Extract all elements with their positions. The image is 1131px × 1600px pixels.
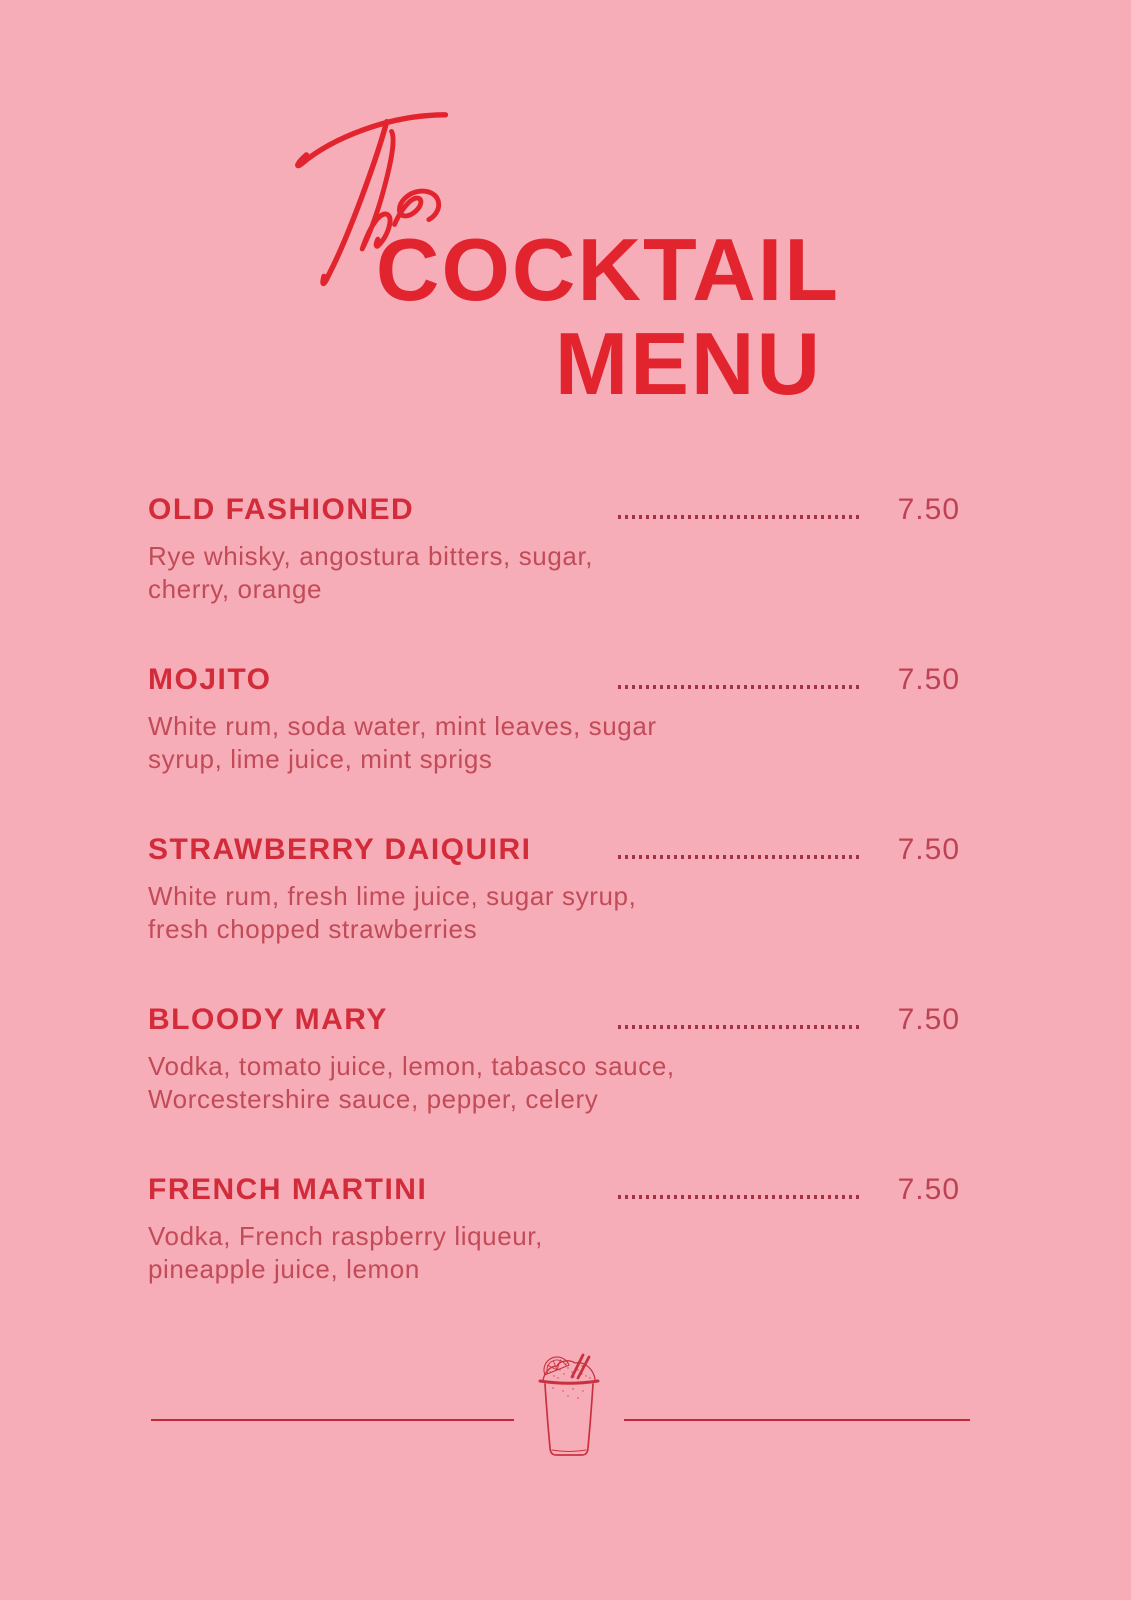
description-line: pineapple juice, lemon	[148, 1254, 420, 1284]
item-description	[148, 1050, 960, 1116]
dotted-leader	[618, 515, 860, 519]
description-line: White rum, fresh lime juice, sugar syrup,	[148, 881, 637, 911]
item-description	[148, 880, 960, 946]
menu-item-old-fashioned	[148, 492, 960, 606]
dotted-leader	[618, 855, 860, 859]
item-name: MOJITO	[148, 663, 272, 696]
item-name: FRENCH MARTINI	[148, 1173, 428, 1206]
title-line-menu: MENU	[554, 314, 822, 413]
description-line: cherry, orange	[148, 574, 323, 604]
footer-divider-right	[624, 1419, 970, 1421]
footer-divider-left	[151, 1419, 514, 1421]
item-description	[148, 710, 960, 776]
item-name: BLOODY MARY	[148, 1003, 388, 1036]
menu-item-strawberry-daiquiri	[148, 832, 960, 946]
item-price: 7.50	[897, 833, 960, 866]
description-line: Worcestershire sauce, pepper, celery	[148, 1084, 599, 1114]
description-line: syrup, lime juice, mint sprigs	[148, 744, 493, 774]
item-price: 7.50	[897, 493, 960, 526]
menu-item-list	[148, 492, 960, 1342]
dotted-leader	[618, 1025, 860, 1029]
item-description	[148, 1220, 960, 1286]
dotted-leader	[618, 685, 860, 689]
item-description	[148, 540, 960, 606]
description-line: Rye whisky, angostura bitters, sugar,	[148, 541, 594, 571]
menu-item-mojito	[148, 662, 960, 776]
description-line: Vodka, tomato juice, lemon, tabasco sauce,	[148, 1051, 675, 1081]
item-row	[148, 492, 960, 528]
item-name: OLD FASHIONED	[148, 493, 415, 526]
item-price: 7.50	[897, 1003, 960, 1036]
item-price: 7.50	[897, 1173, 960, 1206]
item-row	[148, 832, 960, 868]
item-row	[148, 1172, 960, 1208]
menu-item-bloody-mary	[148, 1002, 960, 1116]
item-price: 7.50	[897, 663, 960, 696]
menu-item-french-martini	[148, 1172, 960, 1286]
script-word-text	[0, 0, 1, 1]
item-name: STRAWBERRY DAIQUIRI	[148, 833, 532, 866]
description-line: fresh chopped strawberries	[148, 914, 478, 944]
item-row	[148, 662, 960, 698]
description-line: White rum, soda water, mint leaves, sugar	[148, 711, 657, 741]
title-line-cocktail: COCKTAIL	[375, 220, 840, 319]
dotted-leader	[618, 1195, 860, 1199]
item-row	[148, 1002, 960, 1038]
description-line: Vodka, French raspberry liqueur,	[148, 1221, 543, 1251]
cocktail-glass-icon	[538, 1352, 600, 1462]
